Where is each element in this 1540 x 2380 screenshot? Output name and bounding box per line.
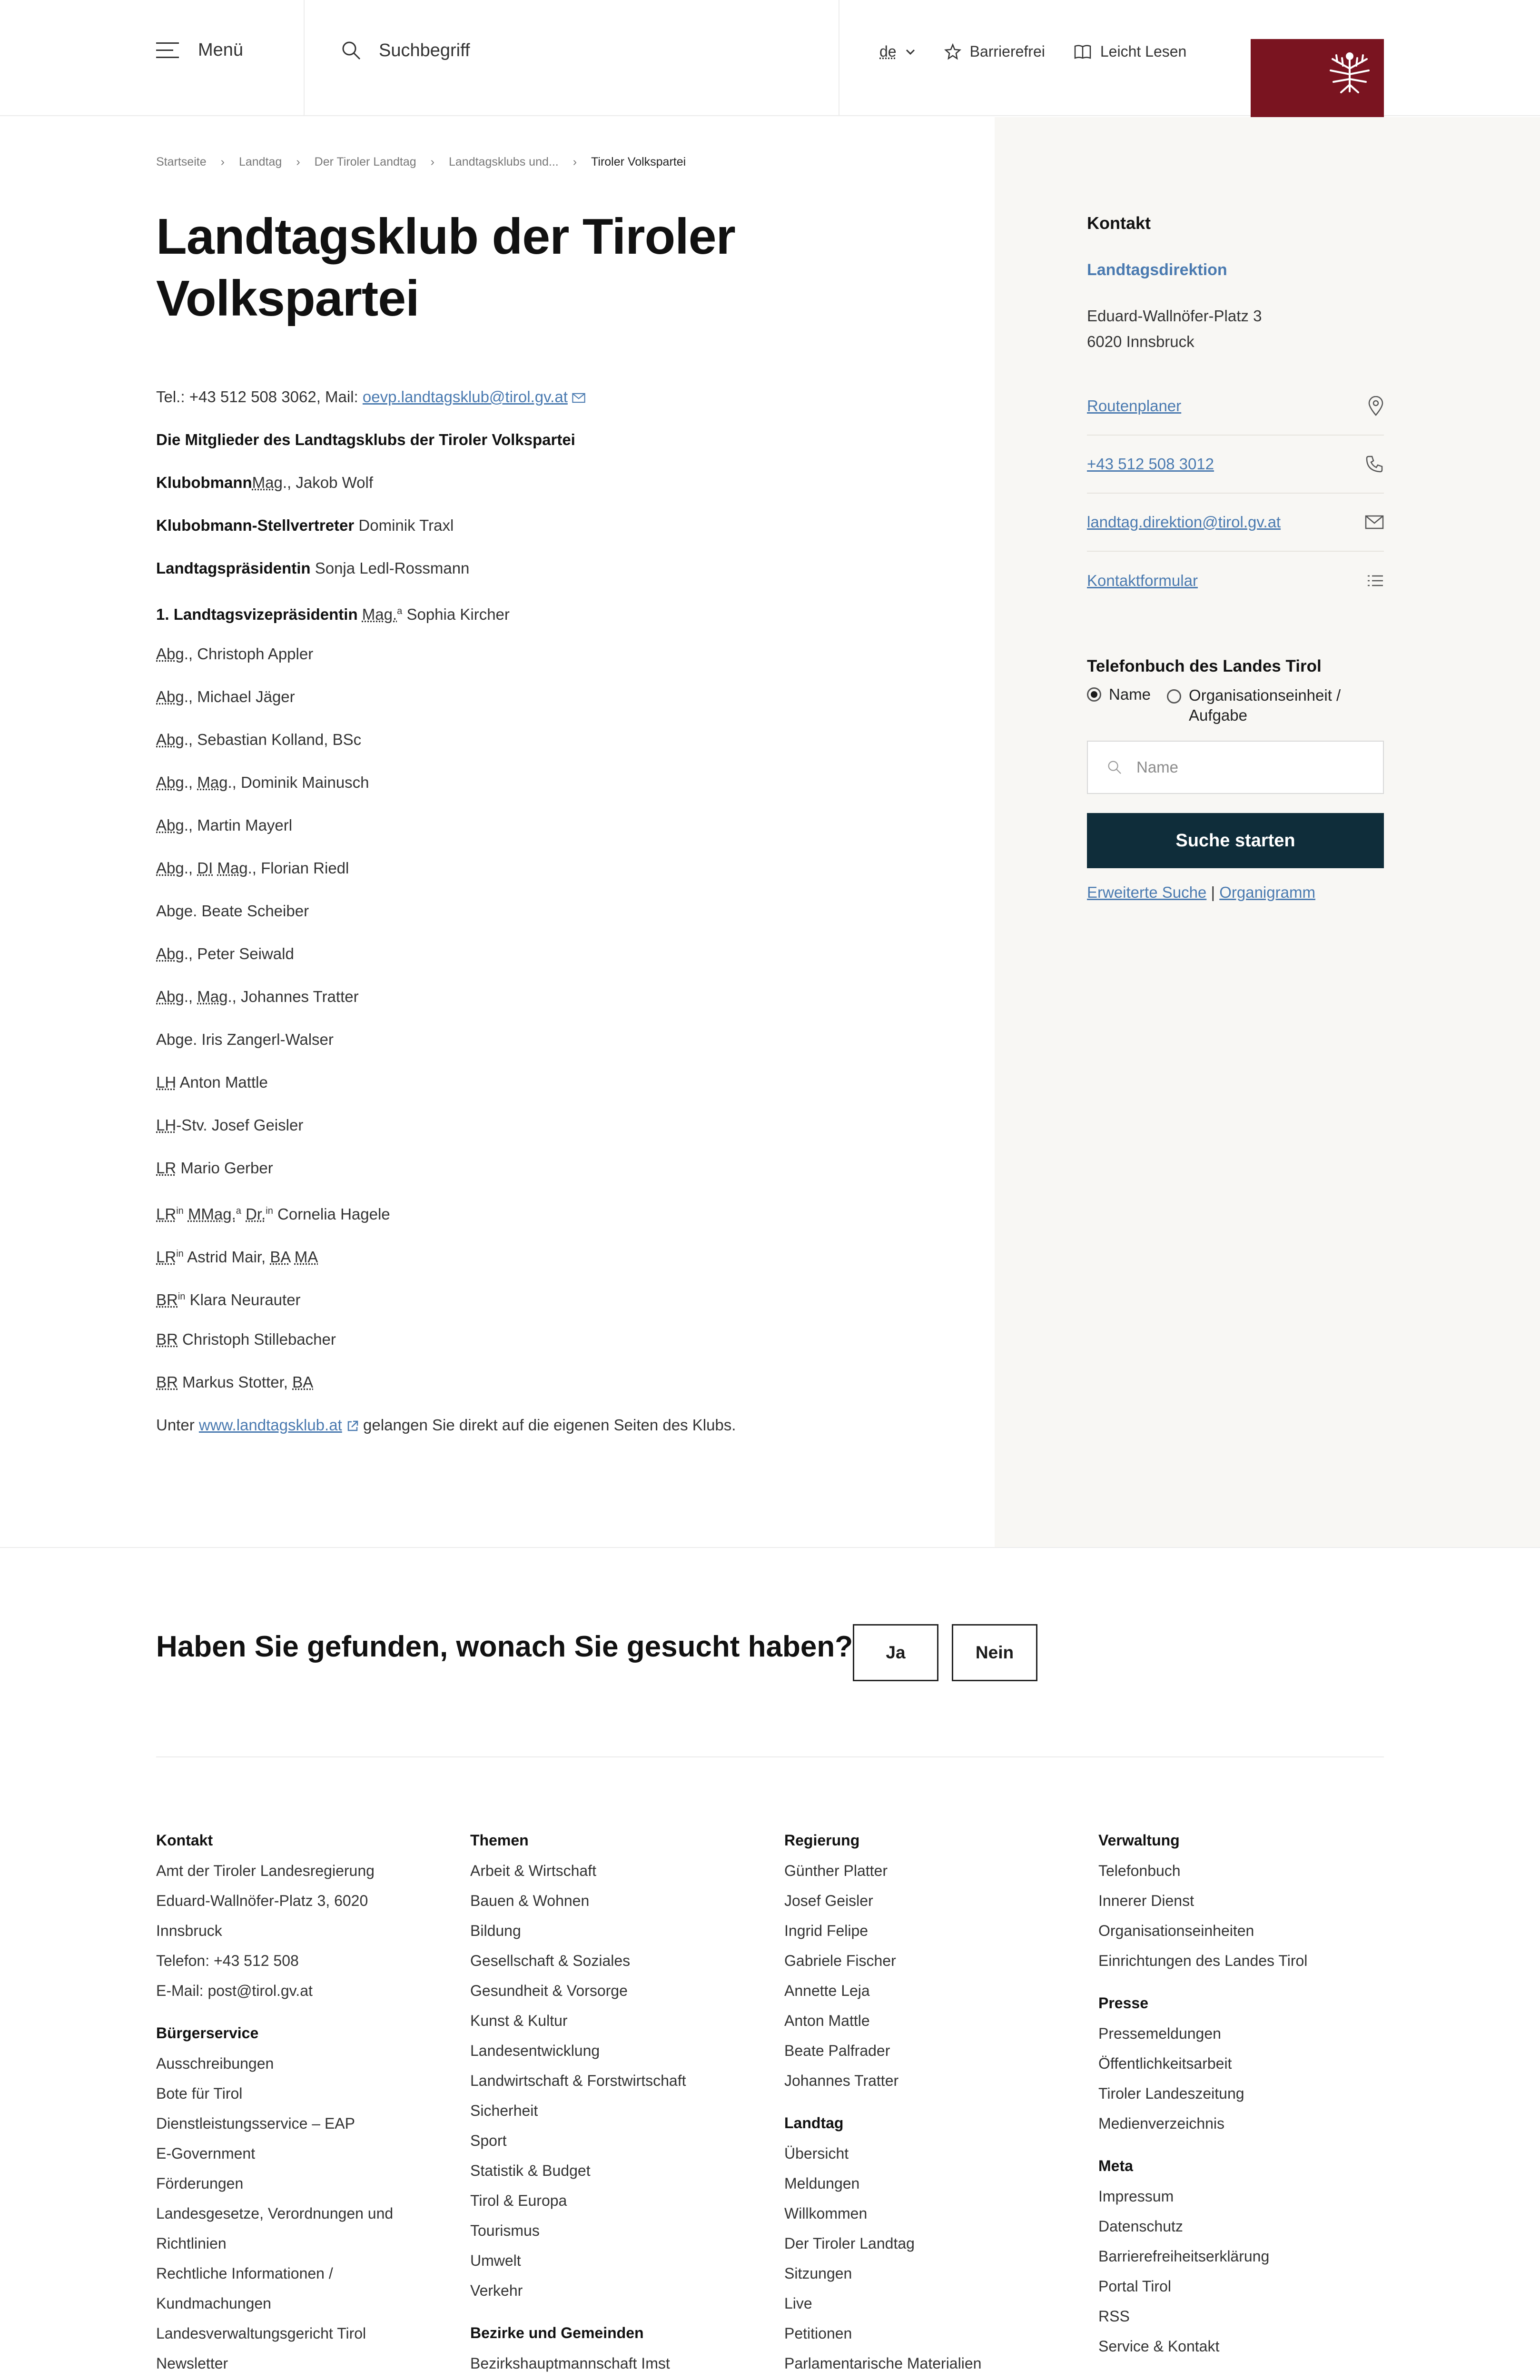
easy-read-link[interactable]: [1074, 43, 1186, 60]
footer-link[interactable]: Dienstleistungsservice – EAP: [156, 2115, 355, 2132]
contact-links: [1087, 377, 1384, 610]
title-abbreviation: Abg: [156, 688, 184, 705]
title-abbreviation: DI: [197, 859, 213, 877]
footer-link[interactable]: Bote für Tirol: [156, 2085, 243, 2102]
member-name: Sonja Ledl-Rossmann: [310, 559, 470, 577]
footer-link[interactable]: Service & Kontakt: [1098, 2338, 1220, 2355]
breadcrumb: [156, 155, 686, 169]
member-name: Sophia Kircher: [402, 605, 510, 623]
chevron-right-icon: ›: [573, 155, 577, 169]
footer-link[interactable]: Bildung: [470, 1922, 521, 1939]
contact-address: [1087, 303, 1384, 355]
title-abbreviation: MMag.: [188, 1205, 236, 1223]
list-item: [156, 1327, 965, 1370]
link-separator: |: [1206, 883, 1220, 901]
phonebook-radio-group: [1087, 685, 1392, 725]
footer-link[interactable]: Gabriele Fischer: [784, 1952, 896, 1969]
footer-link[interactable]: Landesverwaltungsgericht Tirol: [156, 2325, 366, 2342]
phone-icon: [1365, 455, 1384, 474]
footer-link[interactable]: Ausschreibungen: [156, 2055, 274, 2072]
footer-link[interactable]: Sport: [470, 2132, 507, 2149]
title-superscript: a: [236, 1206, 241, 1216]
address-line2: 6020 Innsbruck: [1087, 333, 1194, 350]
member-name: Abge. Beate Scheiber: [156, 902, 309, 920]
closing-text: gelangen Sie direkt auf die eigenen Seiten des Klubs.: [358, 1416, 736, 1434]
member-name: Markus Stotter,: [178, 1373, 293, 1391]
list-item: Abg., DI Mag., Florian Riedl: [156, 859, 349, 877]
footer-divider: [156, 1756, 1384, 1757]
contact-sidebar: [1087, 213, 1384, 610]
member-name: ., Jakob Wolf: [282, 474, 373, 491]
member-list: [156, 385, 965, 1456]
footer-column-contact: [156, 1829, 451, 2380]
footer-link[interactable]: Anton Mattle: [784, 2012, 870, 2029]
title-abbreviation: BA: [270, 1248, 290, 1266]
title-abbreviation: MA: [294, 1248, 318, 1266]
footer-link[interactable]: Landesgesetze, Verordnungen und: [156, 2205, 394, 2222]
map-pin-icon: [1368, 396, 1384, 416]
feedback-yes-button[interactable]: Ja: [853, 1624, 938, 1681]
footer-heading: Landtag: [784, 2114, 844, 2132]
footer-text: Amt der Tiroler Landesregierung: [156, 1862, 375, 1879]
menu-label: Menü: [198, 40, 244, 60]
footer-link[interactable]: Arbeit & Wirtschaft: [470, 1862, 596, 1879]
external-link-icon: [346, 1420, 359, 1432]
title-abbreviation: Mag: [252, 474, 283, 491]
list-item: [156, 684, 965, 727]
hamburger-icon: [156, 42, 179, 59]
footer-link[interactable]: Statistik & Budget: [470, 2162, 591, 2179]
chevron-down-icon: [905, 49, 916, 55]
feedback-no-button[interactable]: Nein: [952, 1624, 1037, 1681]
footer-link[interactable]: Annette Leja: [784, 1982, 870, 1999]
footer-link[interactable]: Umwelt: [470, 2252, 521, 2269]
book-icon: [1074, 44, 1092, 60]
list-item: [156, 1284, 965, 1327]
member-name: Mario Gerber: [176, 1159, 273, 1177]
list-item: [156, 1027, 965, 1070]
member-name: ., Johannes Tratter: [227, 988, 359, 1005]
address-line1: Eduard-Wallnöfer-Platz 3: [1087, 307, 1262, 325]
footer-link[interactable]: Innerer Dienst: [1098, 1892, 1194, 1909]
member-name: Anton Mattle: [176, 1073, 268, 1091]
footer-heading: Regierung: [784, 1832, 860, 1849]
list-item: [156, 1199, 965, 1241]
footer-link[interactable]: Der Tiroler Landtag: [784, 2235, 915, 2252]
title-superscript: in: [176, 1206, 184, 1216]
footer-link[interactable]: Petitionen: [784, 2325, 852, 2342]
list-item: Abg., Mag., Johannes Tratter: [156, 988, 359, 1005]
search-icon: [341, 40, 362, 61]
club-email-link[interactable]: oevp.landtagsklub@tirol.gv.at: [362, 388, 568, 406]
closing-text: Unter: [156, 1416, 199, 1434]
footer-link[interactable]: Kundmachungen: [156, 2295, 271, 2312]
footer-heading: Meta: [1098, 2157, 1133, 2174]
radio-name-label: Name: [1109, 685, 1151, 703]
members-heading: [156, 427, 965, 470]
easy-read-label: Leicht Lesen: [1100, 43, 1187, 60]
member-name: ., Christoph Appler: [184, 645, 314, 663]
radio-org-option[interactable]: [1167, 685, 1341, 725]
breadcrumb-item[interactable]: Startseite: [156, 155, 207, 169]
list-item: [156, 642, 965, 684]
contact-form-link[interactable]: Kontaktformular: [1087, 572, 1198, 589]
title-abbreviation: BR: [156, 1373, 178, 1391]
footer-link[interactable]: E-Government: [156, 2145, 256, 2162]
eagle-icon: [1326, 50, 1373, 97]
title-abbreviation: Mag: [197, 774, 228, 791]
directorate-link[interactable]: Landtagsdirektion: [1087, 261, 1227, 279]
breadcrumb-item[interactable]: Landtagsklubs und...: [448, 155, 559, 169]
footer-link[interactable]: Tiroler Landeszeitung: [1098, 2085, 1244, 2102]
footer-text: Telefon: +43 512 508: [156, 1952, 299, 1969]
radio-org[interactable]: [1167, 689, 1181, 704]
members-heading-text: Die Mitglieder des Landtagsklubs der Tiroler Volkspartei: [156, 431, 575, 448]
list-icon: [1367, 574, 1384, 588]
contact-link-row: [1087, 494, 1384, 552]
member-name: Cornelia Hagele: [273, 1205, 390, 1223]
contact-link-row: [1087, 552, 1384, 610]
contact-link-row: [1087, 436, 1384, 494]
title-superscript: in: [176, 1249, 184, 1259]
extended-search-link[interactable]: Erweiterte Suche: [1087, 883, 1207, 901]
radio-org-label: [1189, 685, 1341, 725]
footer-link[interactable]: Portal Tirol: [1098, 2278, 1171, 2295]
footer-heading: Kontakt: [156, 1832, 213, 1849]
site-header: [0, 0, 1540, 116]
title-abbreviation: Abg: [156, 945, 184, 962]
list-item: Abg., Mag., Dominik Mainusch: [156, 774, 369, 791]
footer-link[interactable]: Bezirkshauptmannschaft Imst: [470, 2355, 670, 2372]
title-abbreviation: LR: [156, 1205, 177, 1223]
member-name: ., Dominik Mainusch: [227, 774, 369, 791]
title-abbreviation: Mag: [217, 859, 248, 877]
list-item: [156, 899, 965, 942]
member-role: 1. Landtagsvizepräsidentin: [156, 605, 358, 623]
accessibility-link[interactable]: [944, 43, 1045, 60]
footer-link[interactable]: Gesundheit & Vorsorge: [470, 1982, 628, 1999]
member-name: Dominik Traxl: [354, 516, 454, 534]
footer-column-administration: [1098, 1829, 1393, 2365]
footer-link[interactable]: Sitzungen: [784, 2265, 852, 2282]
title-abbreviation: Mag: [197, 988, 228, 1005]
footer-link[interactable]: Günther Platter: [784, 1862, 888, 1879]
closing-paragraph: [156, 1413, 965, 1456]
radio-name-option[interactable]: [1087, 685, 1151, 704]
member-role: Landtagspräsidentin: [156, 559, 311, 577]
member-role: Klubobmann-Stellvertreter: [156, 516, 355, 534]
list-item: [156, 1370, 965, 1413]
radio-org-label-line2: Aufgabe: [1189, 706, 1247, 724]
phone-link[interactable]: +43 512 508 3012: [1087, 455, 1214, 473]
radio-org-label-line1: Organisationseinheit /: [1189, 686, 1341, 704]
title-abbreviation: BA: [292, 1373, 314, 1391]
chevron-right-icon: ›: [430, 155, 434, 169]
phonebook-title: Telefonbuch des Landes Tirol: [1087, 657, 1322, 675]
footer-link[interactable]: Josef Geisler: [784, 1892, 873, 1909]
title-abbreviation: LR: [156, 1159, 177, 1177]
footer-link[interactable]: Meldungen: [784, 2175, 860, 2192]
title-abbreviation: BR: [156, 1330, 178, 1348]
route-planner-link[interactable]: Routenplaner: [1087, 397, 1182, 415]
footer-text: E-Mail: post@tirol.gv.at: [156, 1982, 313, 1999]
header-tools: [879, 43, 1186, 60]
footer-link[interactable]: Verkehr: [470, 2282, 523, 2299]
chevron-right-icon: ›: [296, 155, 300, 169]
landtagsklub-link[interactable]: www.landtagsklub.at: [198, 1416, 342, 1434]
list-item: [156, 513, 965, 556]
list-item: [156, 1241, 965, 1284]
footer-heading: Bezirke und Gemeinden: [470, 2324, 644, 2341]
chevron-right-icon: ›: [220, 155, 225, 169]
footer-link[interactable]: Tourismus: [470, 2222, 540, 2239]
member-name: ., Peter Seiwald: [184, 945, 294, 962]
search-placeholder: Suchbegriff: [379, 40, 470, 60]
title-abbreviation: Dr.: [246, 1205, 266, 1223]
footer-link[interactable]: Landwirtschaft & Forstwirtschaft: [470, 2072, 686, 2089]
email-link[interactable]: landtag.direktion@tirol.gv.at: [1087, 513, 1281, 531]
footer-link[interactable]: Öffentlichkeitsarbeit: [1098, 2055, 1232, 2072]
title-abbreviation: Abg: [156, 774, 184, 791]
member-name: Astrid Mair,: [183, 1248, 270, 1266]
footer-link[interactable]: Newsletter: [156, 2355, 228, 2372]
member-name: ., Michael Jäger: [184, 688, 295, 705]
title-abbreviation: Abg: [156, 645, 184, 663]
footer-heading: Themen: [470, 1832, 529, 1849]
footer-link[interactable]: Telefonbuch: [1098, 1862, 1181, 1879]
list-item: [156, 556, 965, 599]
footer-link[interactable]: Beate Palfrader: [784, 2042, 890, 2059]
footer-column-government: [784, 1829, 1079, 2380]
title-superscript: a: [397, 606, 403, 616]
footer-link[interactable]: Gesellschaft & Soziales: [470, 1952, 631, 1969]
phonebook-search-input[interactable]: [1087, 741, 1384, 794]
title-abbreviation: LR: [156, 1248, 177, 1266]
title-abbreviation: LH: [156, 1116, 177, 1134]
feedback-question: Haben Sie gefunden, wonach Sie gesucht haben?: [156, 1630, 853, 1663]
member-name: ., Sebastian Kolland, BSc: [184, 731, 362, 748]
search-icon: [1107, 760, 1122, 775]
footer-link[interactable]: Impressum: [1098, 2188, 1174, 2205]
title-abbreviation: Mag.: [362, 605, 397, 623]
list-item: [156, 813, 965, 856]
section-divider: [0, 1547, 1540, 1548]
member-name: -Stv. Josef Geisler: [176, 1116, 304, 1134]
breadcrumb-item[interactable]: Der Tiroler Landtag: [314, 155, 416, 169]
footer-heading: Presse: [1098, 1994, 1148, 2012]
page-title-line2: Volkspartei: [156, 270, 419, 327]
title-abbreviation: BR: [156, 1291, 178, 1309]
footer-link[interactable]: Pressemeldungen: [1098, 2025, 1221, 2042]
page-title: [156, 206, 775, 329]
radio-name[interactable]: [1087, 687, 1101, 702]
footer-link[interactable]: Tirol & Europa: [470, 2192, 567, 2209]
search-start-button[interactable]: Suche starten: [1087, 813, 1384, 868]
footer-heading: Bürgerservice: [156, 2024, 259, 2042]
language-select[interactable]: [879, 43, 916, 60]
page-title-line1: Landtagsklub der Tiroler: [156, 208, 735, 265]
phonebook-links: [1087, 883, 1315, 902]
title-abbreviation: Abg: [156, 816, 184, 834]
list-item: [156, 1156, 965, 1199]
footer-link[interactable]: Richtlinien: [156, 2235, 227, 2252]
footer-link[interactable]: Barrierefreiheitserklärung: [1098, 2248, 1270, 2265]
mail-icon: [1365, 515, 1384, 529]
title-abbreviation: Abg: [156, 859, 184, 877]
contact-link-row: [1087, 377, 1384, 436]
breadcrumb-current: Tiroler Volkspartei: [591, 155, 686, 169]
member-name: Christoph Stillebacher: [178, 1330, 336, 1348]
breadcrumb-item[interactable]: Landtag: [238, 155, 282, 169]
footer-column-themes: [470, 1829, 765, 2380]
footer-link[interactable]: RSS: [1098, 2308, 1130, 2325]
list-item: [156, 727, 965, 770]
title-abbreviation: LH: [156, 1073, 177, 1091]
list-item: [156, 470, 965, 513]
phonebook-input-placeholder: Name: [1136, 758, 1179, 776]
organigram-link[interactable]: Organigramm: [1219, 883, 1315, 901]
list-item: [156, 599, 965, 642]
language-value: de: [879, 43, 897, 60]
footer-link[interactable]: Bauen & Wohnen: [470, 1892, 590, 1909]
title-abbreviation: Abg: [156, 988, 184, 1005]
member-role: Klubobmann: [156, 474, 252, 491]
member-name: ., Florian Riedl: [247, 859, 349, 877]
list-item: [156, 1070, 965, 1113]
footer-link[interactable]: Willkommen: [784, 2205, 868, 2222]
member-name: Abge. Iris Zangerl-Walser: [156, 1031, 334, 1048]
accessibility-label: Barrierefrei: [969, 43, 1045, 60]
footer-link[interactable]: Rechtliche Informationen /: [156, 2265, 333, 2282]
footer-link[interactable]: Einrichtungen des Landes Tirol: [1098, 1952, 1308, 1969]
title-superscript: in: [266, 1206, 273, 1216]
menu-button[interactable]: [156, 40, 243, 60]
footer-link[interactable]: Medienverzeichnis: [1098, 2115, 1225, 2132]
star-icon: [944, 43, 961, 60]
contact-line-text: Tel.: +43 512 508 3062, Mail:: [156, 388, 363, 406]
search-field[interactable]: [341, 40, 470, 61]
header-divider: [304, 0, 305, 116]
title-superscript: in: [178, 1291, 186, 1302]
footer-text: Eduard-Wallnöfer-Platz 3, 6020: [156, 1892, 368, 1909]
footer-link[interactable]: Parlamentarische Materialien: [784, 2355, 982, 2372]
title-abbreviation: Abg: [156, 731, 184, 748]
footer-link[interactable]: Datenschutz: [1098, 2218, 1183, 2235]
footer-link[interactable]: Johannes Tratter: [784, 2072, 899, 2089]
list-item: [156, 942, 965, 984]
list-item: [156, 1113, 965, 1156]
mail-icon: [572, 393, 585, 403]
footer-link[interactable]: Sicherheit: [470, 2102, 538, 2119]
footer-link[interactable]: Live: [784, 2295, 812, 2312]
footer-link[interactable]: Ingrid Felipe: [784, 1922, 869, 1939]
contact-title: Kontakt: [1087, 213, 1151, 233]
footer-link[interactable]: Kunst & Kultur: [470, 2012, 568, 2029]
footer-link[interactable]: Landesentwicklung: [470, 2042, 600, 2059]
footer-link[interactable]: Förderungen: [156, 2175, 244, 2192]
member-name: Klara Neurauter: [185, 1291, 301, 1309]
footer-link[interactable]: Organisationseinheiten: [1098, 1922, 1254, 1939]
footer-link[interactable]: Übersicht: [784, 2145, 849, 2162]
footer-heading: Verwaltung: [1098, 1832, 1180, 1849]
member-name: ., Martin Mayerl: [184, 816, 293, 834]
footer-text: Innsbruck: [156, 1922, 222, 1939]
contact-line: [156, 385, 965, 427]
